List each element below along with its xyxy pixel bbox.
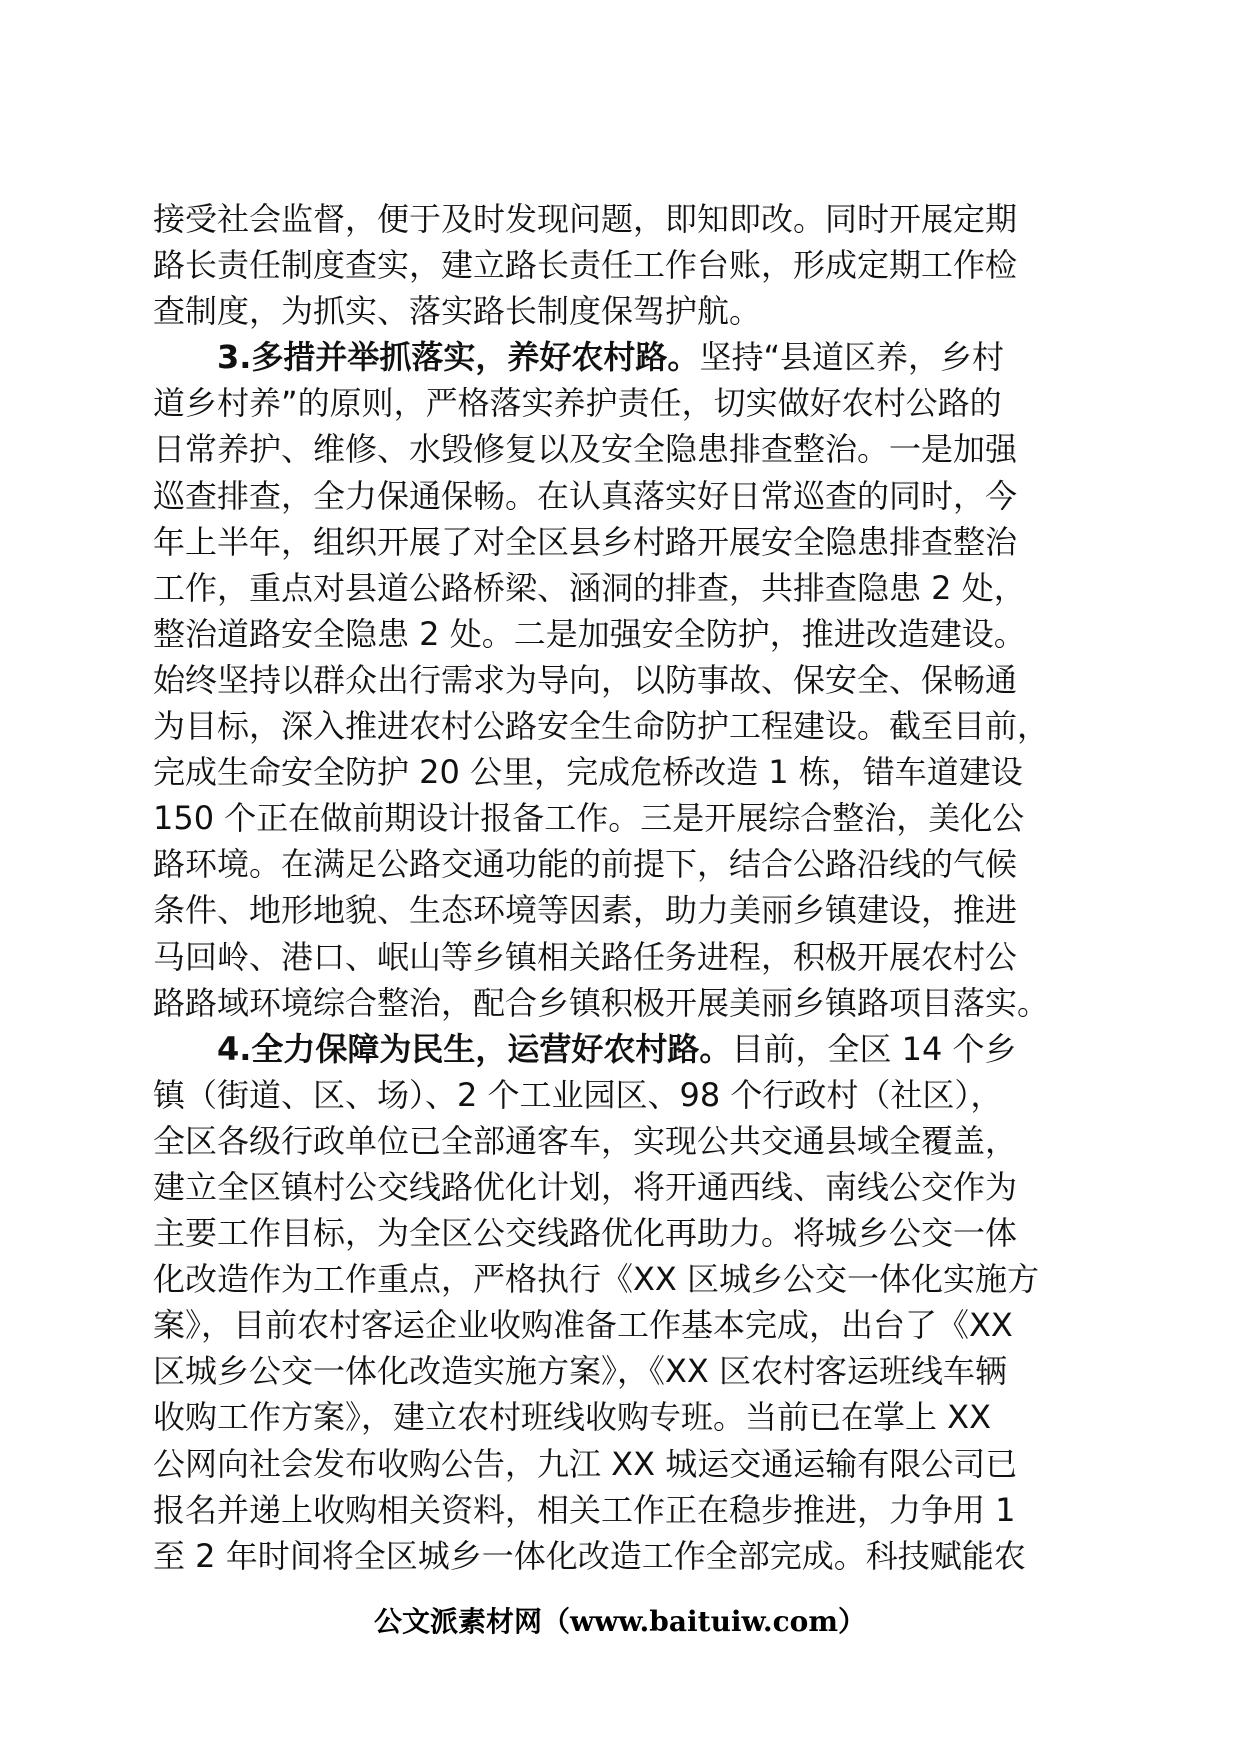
document-body [153,196,1088,1579]
line-text: 日常养护、维修、水毁修复以及安全隐患排查整治。一是加强 [153,430,1018,469]
text-line [153,934,1088,980]
text-line [153,196,1088,242]
line-text: 为目标，深入推进农村公路安全生命防护工程建设。截至目前， [153,707,1050,746]
line-text: 化改造作为工作重点，严格执行《XX 区城乡公交一体化实施方 [153,1260,1040,1299]
line-text: 全区各级行政单位已全部通客车，实现公共交通县域全覆盖， [153,1121,1018,1160]
line-text: 公网向社会发布收购公告，九江 XX 城运交通运输有限公司已 [153,1444,1018,1483]
line-text: 道乡村养”的原则，严格落实养护责任，切实做好农村公路的 [153,384,1002,423]
line-text: 坚持“县道区养，乡村 [699,338,1005,377]
line-text: 整治道路安全隐患 2 处。二是加强安全防护，推进改造建设。 [153,614,1026,653]
line-text: 报名并递上收购相关资料，相关工作正在稳步推进，力争用 1 [153,1490,1016,1529]
line-text: 至 2 年时间将全区城乡一体化改造工作全部完成。科技赋能农 [153,1536,1026,1575]
text-line [153,1118,1088,1164]
text-line [153,1348,1088,1394]
text-line [153,1072,1088,1118]
text-line [153,473,1088,519]
text-line [153,887,1088,933]
line-text: 条件、地形地貌、生态环境等因素，助力美丽乡镇建设，推进 [153,891,1018,930]
line-text: 区城乡公交一体化改造实施方案》，《XX 区农村客运班线车辆 [153,1352,1008,1391]
section-heading: 4.全力保障为民生，运营好农村路。 [217,1029,732,1068]
line-text: 巡查排查，全力保通保畅。在认真落实好日常巡查的同时，今 [153,476,1018,515]
section-heading-line [153,1026,1088,1072]
line-text: 镇（街道、区、场）、2 个工业园区、98 个行政村（社区）， [153,1075,1003,1114]
line-text: 年上半年，组织开展了对全区县乡村路开展安全隐患排查整治 [153,522,1018,561]
text-line [153,1256,1088,1302]
text-line [153,565,1088,611]
line-text: 查制度，为抓实、落实路长制度保驾护航。 [153,292,762,331]
line-text: 150 个正在做前期设计报备工作。三是开展综合整治，美化公 [153,799,1025,838]
line-text: 路长责任制度查实，建立路长责任工作台账，形成定期工作检 [153,246,1018,285]
text-line [153,611,1088,657]
text-line [153,426,1088,472]
line-text: 路路域环境综合整治，配合乡镇积极开展美丽乡镇路项目落实。 [153,983,1050,1022]
text-line [153,242,1088,288]
text-line [153,795,1088,841]
footer-watermark: 公文派素材网（www.baituiw.com） [374,1605,866,1638]
text-line [153,749,1088,795]
line-text: 路环境。在满足公路交通功能的前提下，结合公路沿线的气候 [153,845,1018,884]
text-line [153,980,1088,1026]
text-line [153,1441,1088,1487]
text-line [153,1394,1088,1440]
line-text: 接受社会监督，便于及时发现问题，即知即改。同时开展定期 [153,200,1018,238]
section-heading: 3.多措并举抓落实，养好农村路。 [217,338,700,377]
text-line [153,657,1088,703]
line-text: 工作，重点对县道公路桥梁、涵洞的排查，共排查隐患 2 处， [153,568,1026,607]
text-line [153,841,1088,887]
text-line [153,380,1088,426]
section-heading-line [153,334,1088,380]
line-text: 完成生命安全防护 20 公里，完成危桥改造 1 栋，错车道建设 [153,753,1023,792]
text-line [153,1164,1088,1210]
line-text: 案》，目前农村客运企业收购准备工作基本完成，出台了《XX [153,1306,1013,1345]
text-line [153,519,1088,565]
text-line [153,288,1088,334]
text-line [153,1302,1088,1348]
line-text: 马回岭、港口、岷山等乡镇相关路任务进程，积极开展农村公 [153,937,1018,976]
text-line [153,1487,1088,1533]
text-line [153,1533,1088,1579]
line-text: 建立全区镇村公交线路优化计划，将开通西线、南线公交作为 [153,1167,1018,1206]
line-text: 目前，全区 14 个乡 [731,1029,1017,1068]
line-text: 始终坚持以群众出行需求为导向，以防事故、保安全、保畅通 [153,660,1018,699]
line-text: 收购工作方案》，建立农村班线收购专班。当前已在掌上 XX [153,1398,992,1437]
text-line [153,1210,1088,1256]
line-text: 主要工作目标，为全区公交线路优化再助力。将城乡公交一体 [153,1214,1018,1253]
text-line [153,703,1088,749]
